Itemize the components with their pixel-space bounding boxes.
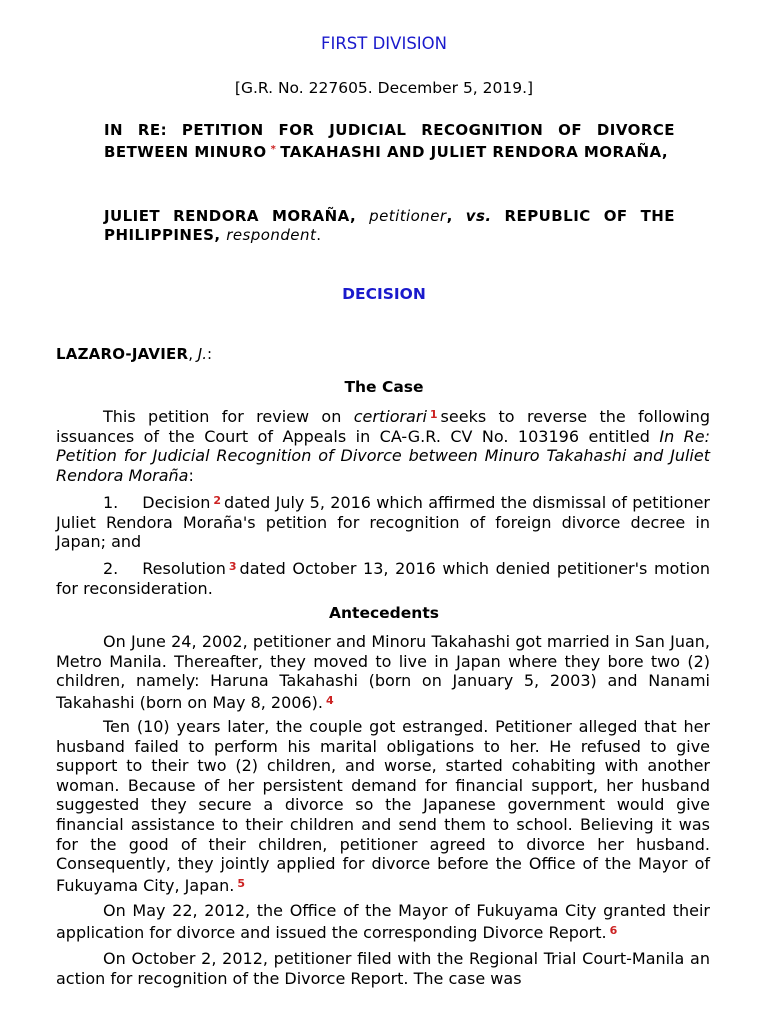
italic-term: certiorari — [353, 407, 427, 426]
paragraph-6 — [56, 901, 710, 942]
footnote-link-5[interactable]: 5 — [237, 876, 246, 890]
petitioner-role: petitioner — [369, 207, 447, 225]
case-number: [G.R. No. 227605. December 5, 2019.] — [234, 79, 534, 97]
case-title-part2: TAKAHASHI AND JULIET RENDORA MORAÑA, — [280, 143, 669, 161]
respondent-role: respondent — [226, 226, 317, 244]
section-heading-the-case: The Case — [344, 378, 424, 396]
footnote-link-6[interactable]: 6 — [609, 923, 618, 937]
case-title-italic: In Re: Petition for Judicial Recognition of Divorce between Minuro Takahashi and Juliet Rendora Moraña — [56, 426, 711, 485]
ponente: LAZARO-JAVIER, J.: — [56, 345, 213, 363]
footnote-star-link[interactable]: * — [270, 144, 277, 155]
paragraph-5 — [56, 717, 710, 895]
item-number: 1. — [103, 493, 119, 512]
paragraph-1: This petition for review on certiorari $^1$ seeks to reverse the following issuances of the Court of Appeals in CA-G.R. CV No. 103196 entitled In Re: Petition for Judicial Recognition of Divorce between Minuro Takahashi and Juliet Rendora Moraña: — [56, 407, 711, 485]
paragraph-text: Resolution — [142, 559, 226, 578]
division-heading: FIRST DIVISION — [320, 34, 447, 53]
paragraph-text: On October 2, 2012, petitioner filed with the Regional Trial Court-Manila an action for recognition of the Divorce Report. The case was — [56, 949, 710, 988]
paragraph-text: dated July 5, 2016 which affirmed the dismissal of petitioner Juliet Rendora Moraña's petition for recognition of foreign divorce decree in Japan; and — [56, 493, 710, 552]
petitioner-name: JULIET RENDORA MORAÑA — [104, 207, 350, 225]
paragraph-text: This petition for review on — [103, 407, 342, 426]
decision-heading: DECISION — [342, 285, 426, 303]
paragraph-text: dated October 13, 2016 which denied petitioner's motion for reconsideration. — [56, 559, 710, 598]
footnote-link-1[interactable]: 1 — [429, 408, 438, 421]
parties-caption: JULIET RENDORA MORAÑA, petitioner, vs. REPUBLIC OF THE PHILIPPINES, respondent. — [104, 207, 675, 244]
footnote-link-4[interactable]: 4 — [325, 693, 334, 707]
paragraph-7 — [56, 949, 710, 988]
footnote-link-2[interactable]: 2 — [213, 494, 222, 507]
paragraph-4 — [56, 632, 710, 712]
paragraph-text: On May 22, 2012, the Office of the Mayor of Fukuyama City granted their application for divorce and issued the corresponding Divorce Report. — [56, 901, 710, 942]
ponente-title: J. — [197, 345, 207, 363]
paragraph-text: On June 24, 2002, petitioner and Minoru Takahashi got married in San Juan, Metro Manila. Thereafter, they moved to live in Japan where they bore two (2) children, namely: Haruna Takahashi (born on January 5, 2003) and Nanami Takahashi (born on May 8, 2006). — [56, 632, 710, 712]
ponente-name: LAZARO-JAVIER — [56, 345, 189, 363]
case-title-part1: IN RE: PETITION FOR JUDICIAL RECOGNITION OF DIVORCE BETWEEN MINURO — [104, 121, 675, 161]
respondent-name: REPUBLIC OF THE PHILIPPINES — [104, 207, 675, 244]
paragraph-text: Decision — [142, 493, 211, 512]
versus-label: vs. — [465, 207, 492, 225]
item-number: 2. — [103, 559, 119, 578]
paragraph-text: seeks to reverse the following issuances of the Court of Appeals in CA-G.R. CV No. 103196 entitled — [56, 407, 711, 446]
paragraph-text: Ten (10) years later, the couple got estranged. Petitioner alleged that her husband failed to perform his marital obligations to her. He refused to give support to their two (2) children, and worse, started cohabiting with another woman. Because of her persistent demand for financial support, her husband suggested they secure a divorce so the Japanese government would give financial assistance to their children and send them to school. Believing it was for the good of their children, petitioner agreed to divorce her husband. Consequently, they jointly applied for divorce before the Office of the Mayor of Fukuyama City, Japan. — [56, 717, 710, 895]
footnote-link-3[interactable]: 3 — [228, 560, 237, 573]
section-heading-antecedents: Antecedents — [329, 604, 439, 622]
paragraph-item-1 — [56, 491, 710, 552]
paragraph-item-2 — [56, 557, 710, 598]
case-title — [104, 121, 675, 162]
